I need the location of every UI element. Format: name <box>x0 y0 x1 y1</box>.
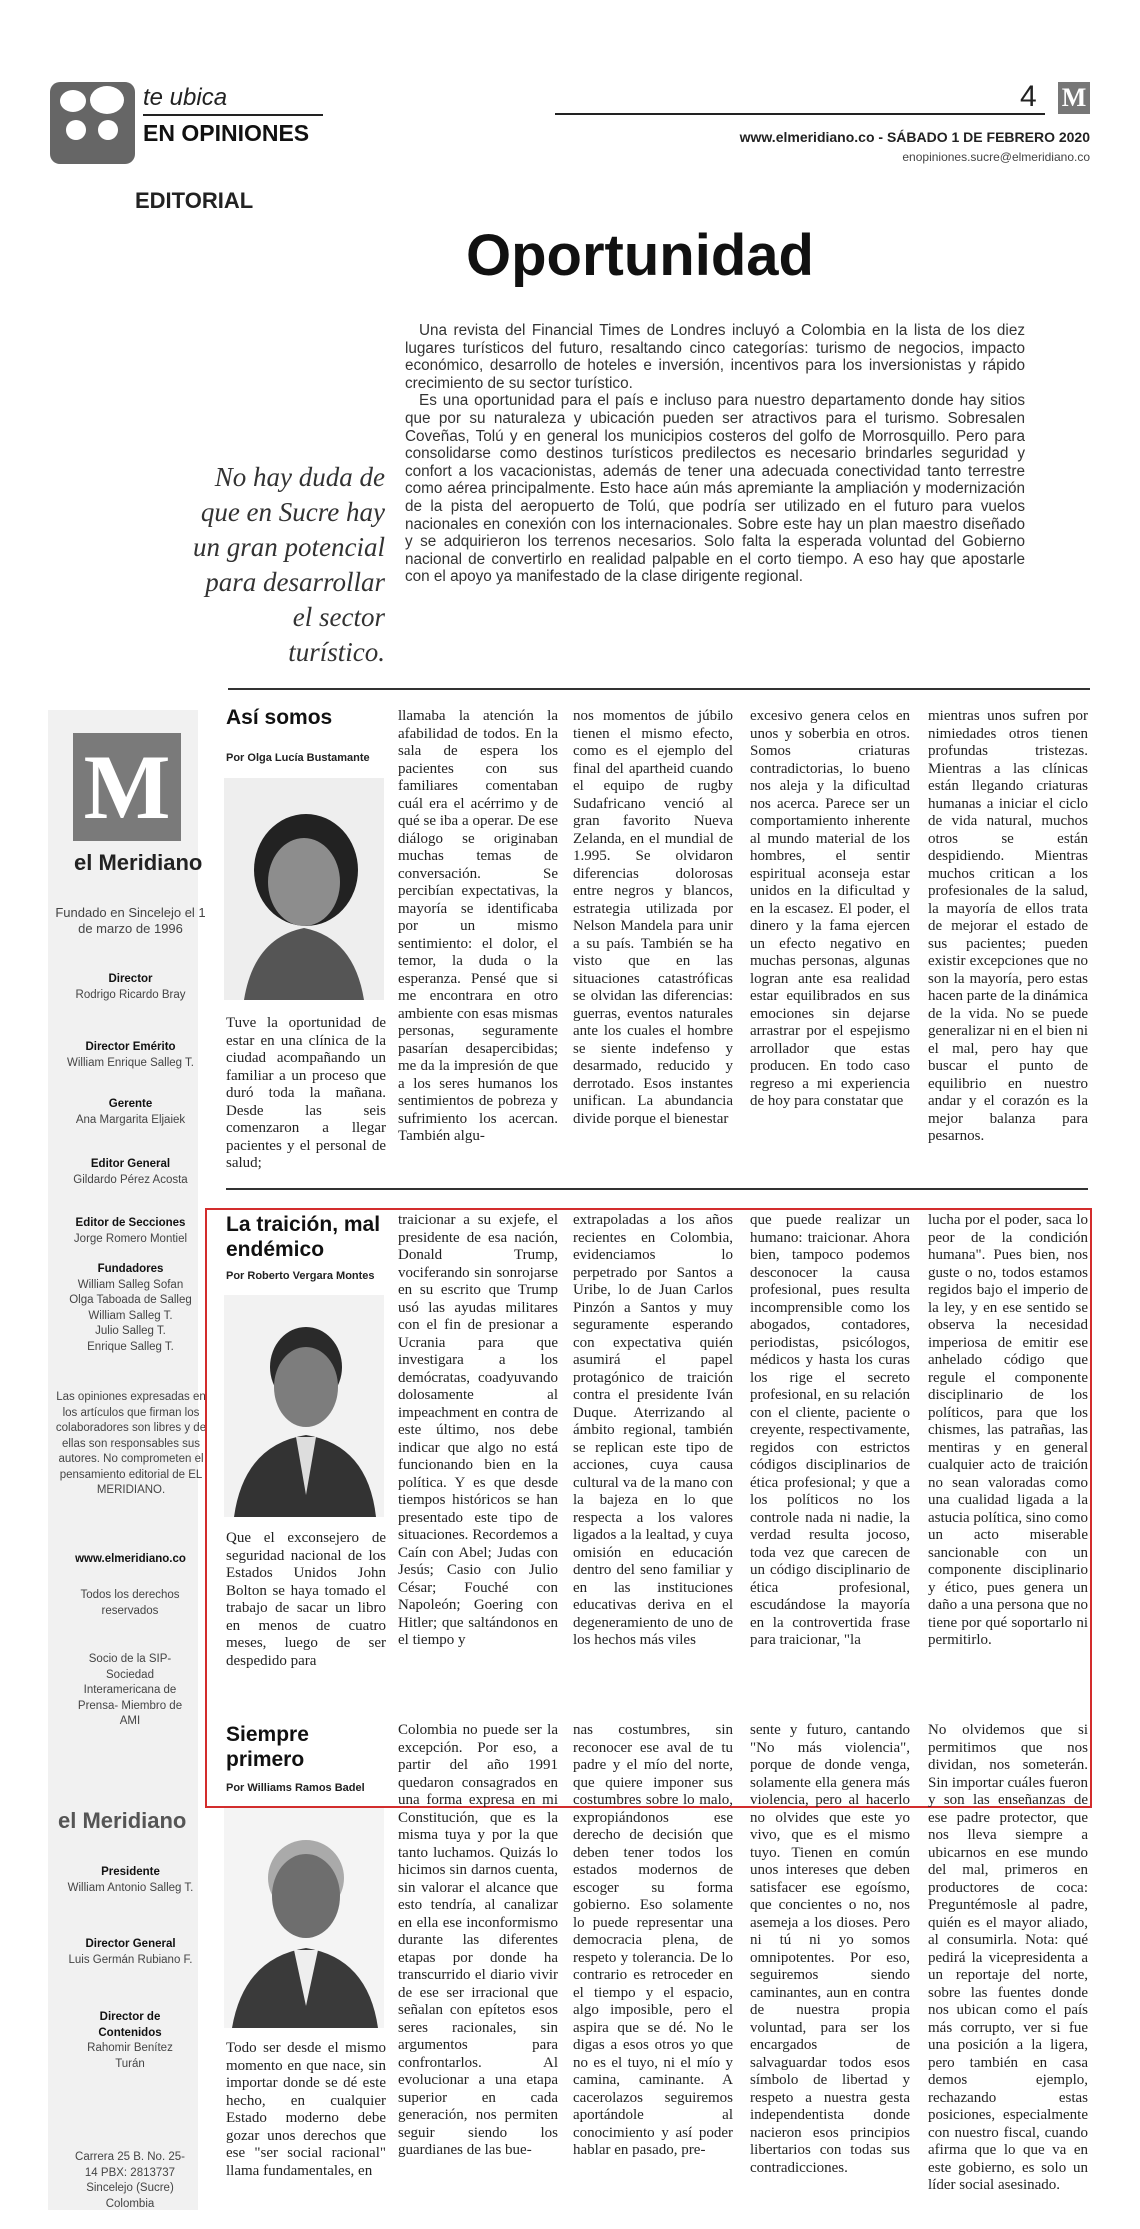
meridiano-logo-icon: M <box>1058 82 1090 114</box>
founder-name: Julio Salleg T. <box>95 1325 166 1337</box>
article-column: que puede realizar un humano: traicionar. Ahora bien, tampoco podemos desconocer la causa profesional, pues resulta incomprensible como los abogados, contadores, periodistas, psicólogos, médicos y hasta los curas los rige el secreto profesional, en su relación con el cliente, paciente o creyente, respectivamente, regidos con estrictos códigos disciplinarios de ética profesional; y que a los políticos no los controle nada ni nadie, la verdad resulta jocoso, toda vez que carecen de un código disciplinario de ética profesional, escudándose la mayoría en la controvertida frase para traicionar, "la <box>750 1212 910 1648</box>
article-column: traicionar a su exjefe, el presidente de esa nación, Donald Trump, vociferando sin sonrojarse en su escrito que Trump usó las ayudas militares con el fin de presionar a Ucrania para que investigara a los demócratas, coadyuvando dolosamente al impeachment en contra de este último, nos debe indicar que algo no está funcionando bien en la política. Y es que desde tiempos históricos se han presentado este tipo de situaciones. Recordemos a Caín con Abel; Judas con Jesús; Casio con Julio César; Fouché con Napoleón; Goering con Hitler; que saltándonos en el tiempo y <box>398 1212 558 1648</box>
tagline-divider <box>143 114 323 116</box>
article-column: Tuve la oportunidad de estar en una clínica de la ciudad acompañando un familiar a un proceso que duró toda la mañana. Desde las seis comenzaron a llegar pacientes y el personal de salud; <box>226 1015 386 1171</box>
header-rule <box>555 113 1045 115</box>
article-title: Así somos <box>226 706 333 729</box>
page-number: 4 <box>1020 80 1037 113</box>
author-photo <box>224 1808 384 2028</box>
gen-director-name: Luis Germán Rubiano F. <box>68 1953 193 1966</box>
website-link[interactable]: www.elmeridiano.co <box>75 1553 186 1565</box>
gen-director-label: Director General <box>85 1938 176 1950</box>
director-name: Rodrigo Ricardo Bray <box>75 988 186 1001</box>
editorial-divider <box>228 688 1090 690</box>
sip-note: Socio de la SIP- Sociedad Interamericana de Prensa- Miembro de AMI <box>77 1653 183 1727</box>
author-photo <box>224 778 384 1000</box>
sections-editor-name: Jorge Romero Montiel <box>73 1232 188 1245</box>
content-director-name: Rahomir Benítez Turán <box>87 2042 173 2070</box>
article-column: nas costumbres, sin reconocer ese aval de tu padre y el mío del norte, que quiere imponer sus costumbres sobre lo malo, expropiándonos ese derecho de decisión que deben tener todos los estados modernos de escoger su forma gobierno. Eso solamente lo puede representar una democracia plena, de respeto y tolerancia. De lo contrario es retroceder en el tiempo y el espacio, algo imposible, pero el aspira que se dé. No le digas a esos otros yo que no es el tuyo, ni el mío y camina, caminante. A cacerolazos seguiremos aportándole al conocimiento y así poder hablar en pasado, pre- <box>573 1722 733 2158</box>
tagline-small: te ubica <box>143 84 228 111</box>
pull-quote: No hay duda de que en Sucre hay un gran potencial para desarrollar el sector turístico. <box>193 462 385 667</box>
article-byline: Por Williams Ramos Badel <box>226 1782 365 1794</box>
rights-note: Todos los derechos reservados <box>80 1589 180 1617</box>
president-label: Presidente <box>101 1866 160 1878</box>
meridiano-big-logo-icon: M <box>73 733 181 841</box>
article-column: mientras unos sufren por nimiedades otros tienen profundas tristezas. Mientras a las clínicas están llegando criaturas humanas a iniciar el ciclo de vida natural, muchos otros se están despidiendo. Mientras muchos critican a los profesionales de la salud, la mayoría de ellos trata de mejorar el estado de sus pacientes; pueden existir excepciones que no son la mayoría, pero estas hacen parte de la dinámica de la vida. No se puede generalizar ni en el bien ni el mal, pero hay que buscar el punto de equilibrio en nuestro andar y el corazón es la mejor balanza para pesarnos. <box>928 708 1088 1144</box>
article-column: Todo ser desde el mismo momento en que nace, sin importar donde se dé este hecho, en cualquier Estado moderno debe gozar unos derechos que ese "ser social racional" llama fundamentales, en <box>226 2040 386 2179</box>
article-column: lucha por el poder, saca lo peor de la condición humana". Pues bien, nos guste o no, todos estamos regidos bajo el imperio de la ley, y en ese sentido se observa la necesidad imperiosa de emitir ese anhelado código que regule el componente disciplinario de los políticos, para que los chismes, las patrañas, las mentiras y en general cualquier acto de traición no sean valoradas como una cualidad ligada a la astucia política, sino como un acto miserable sancionable con un componente disciplinario y ético, pues genera un daño a una persona que no tiene por qué soportarlo ni permitirlo. <box>928 1212 1088 1648</box>
manager-name: Ana Margarita Eljaiek <box>75 1113 186 1126</box>
article-divider <box>226 1188 1088 1190</box>
article-byline: Por Olga Lucía Bustamante <box>226 752 370 764</box>
article-column: sente y futuro, cantando "No más violencia", porque de donde venga, solamente ella genera más violencia, pero al hacerlo no olvides que este yo vivo, que es el mismo tuyo. Tienen en común unos intereses que deben satisfacer ese egoísmo, que concientes o no, nos asemeja a los dioses. Pero ni tú ni yo somos omnipotentes. Por eso, seguiremos siendo caminantes, aun en contra de nuestra propia voluntad, para ser los encargados de salvaguardar todos esos símbolo de libertad y respeto a nuestra gesta independentista donde nacieron esos principios libertarios con todas sus contradicciones. <box>750 1722 910 2176</box>
article-column: Colombia no puede ser la excepción. Por eso, a partir del año 1991 quedaron consagrados en una forma expresa en mi Constitución, que es la misma tuya y por la que tanto luchamos. Quizás lo hicimos sin darnos cuenta, sin valorar el alcance que esto tendría, al canalizar en ella ese inconformismo durante las diferentes etapas por donde ha transcurrido el diario vivir de ese ser irracional que señalan con epítetos esos seres racionales, sin argumentos para confrontarlos. Al evolucionar a una etapa superior en cada generación, nos permiten seguir siendo los guardianes de las bue- <box>398 1722 558 2158</box>
group-brand: el Meridiano <box>58 1808 187 1833</box>
founder-name: William Salleg T. <box>88 1309 173 1322</box>
author-photo <box>224 1295 384 1517</box>
opinion-logo-icon <box>50 82 135 164</box>
dateline: www.elmeridiano.co - SÁBADO 1 DE FEBRERO 2020 <box>739 129 1090 145</box>
gen-editor-label: Editor General <box>90 1158 171 1170</box>
gen-editor-name: Gildardo Pérez Acosta <box>73 1173 188 1186</box>
article-title: Siempre primero <box>226 1723 309 1771</box>
article-column: llamaba la atención la afabilidad de todos. En la sala de espera los pacientes con sus familiares comentaban cuál era el acérrimo y de qué se iba a operar. De ese diálogo se originaban muchas temas de conversación. Se percibían expectativas, la mayoría se identificaba por un mismo sentimiento: el dolor, el temor, la duda o la esperanza. Pensé que si me encontrara en otro ambiente con esas mismas personas, seguramente pasarían desapercibidas; me da la impresión de que a los seres humanos los sentimientos de pobreza y sufrimiento los acercan. También algu- <box>398 708 558 1144</box>
article-column: extrapoladas a los años recientes en Colombia, evidenciamos lo perpetrado por Santos a Uribe, lo de Juan Carlos Pinzón a Santos y muy seguramente esperando con expectativa quién asumirá el papel protagónico de traición contra el presidente Iván Duque. Aterrizando al ámbito regional, también se replican este tipo de acciones, cuya causa cultural va de la mano con la bajeza en lo que respecta a los valores ligados a la lealtad, y cuya omisión en educación dentro del seno familiar y en las instituciones educativas deriva en el degeneramiento de uno de los hechos más viles <box>573 1212 733 1648</box>
content-director-label: Director de Contenidos <box>98 2011 162 2039</box>
section-label: EDITORIAL <box>135 188 254 213</box>
sections-editor-label: Editor de Secciones <box>75 1217 186 1229</box>
address: Carrera 25 B. No. 25-14 PBX: 2813737 Sincelejo (Sucre) Colombia <box>75 2151 185 2210</box>
emeritus-label: Director Emérito <box>85 1041 176 1053</box>
sidebar-brand: el Meridiano <box>74 850 203 875</box>
article-column: No olvidemos que si permitimos que nos dividan, nos someterán. Sin importar cuáles fueron y son las enseñanzas de ese padre protector, que nos lleva siempre a ubicarnos en ese mundo del mal, primeros en productores de coca: Preguntémosle al padre, quién es el mayor aliado, al consumirla. Nota: qué pedirá la vicepresidenta a un reportaje del norte, sobre las fuentes donde nos ubican como el país más corrupto, ver si fue una posición a la ligera, pero también en casa demos ejemplo, rechazando estas posiciones, especialmente con nuestro fiscal, cuando afirma que lo que va en este gobierno, es solo un líder social asesinado. <box>928 1722 1088 2193</box>
editorial-paragraph: Es una oportunidad para el país e incluso para nuestro departamento donde hay sitios que por su naturaleza y ubicación pueden ser atractivos para el turismo. Sobresalen Coveñas, Tolú y en general los municipios costeros del golfo de Morrosquillo. Pero para consolidarse como destinos turísticos predilectos es necesario brindarles seguridad y confort a los vacacionistas, además de tener una adecuada conectividad tanto terrestre como aérea principalmente. Esto hace aún más apremiante la ampliación y modernización de la pista del aeropuerto de Tolú, que podría ser utilizado en el futuro para vuelos nacionales en conexión con los internacionales. Sobre este hay un plan maestro diseñado y se adquirieron los terrenos necesarios. Solo falta la esperada voluntad del Gobierno nacional de convertirlo en realidad palpable en el corto tiempo. A eso hay que apostarle con el apoyo ya manifestado de la clase dirigente regional. <box>405 392 1025 586</box>
article-column: excesivo genera celos en unos y soberbia en otros. Somos criaturas contradictorias, lo bueno nos aleja y la dificultad nos acerca. Parece ser un comportamiento inherente al mundo material de los hombres, el sentir espiritual aconseja estar unidos en la dificultad y en la escasez. El poder, el dinero y la fama ejercen un efecto negativo en muchas personas, algunas logran ante esa realidad estar equilibrados en sus emociones sin dejarse arrastrar por el espejismo arrollador que estas producen. En todo caso regreso a mi experiencia de hoy para constatar que <box>750 708 910 1109</box>
founded-note: Fundado en Sincelejo el 1 de marzo de 1996 <box>55 905 206 936</box>
editorial-body <box>405 322 1025 586</box>
article-title: La traición, mal endémico <box>226 1213 381 1261</box>
article-byline: Por Roberto Vergara Montes <box>226 1270 375 1282</box>
founder-name: Enrique Salleg T. <box>87 1340 174 1353</box>
tagline-section: EN OPINIONES <box>143 120 310 146</box>
founder-name: Olga Taboada de Salleg <box>69 1294 192 1306</box>
founder-name: William Salleg Sofan <box>77 1278 184 1291</box>
article-column: nos momentos de júbilo tienen el mismo efecto, como es el ejemplo del final del apartheid cuando el equipo de rugby Sudafricano venció al gran favorito Nueva Zelanda, en el mundial de 1.995. Se olvidaron diferencias dolorosas entre negros y blancos, estrategia utilizada por Nelson Mandela para unir a su país. También se ha visto que en las situaciones catastróficas se olvidan las diferencias: guerras, eventos naturales ante los cuales el hombre se siente indefenso y desarmado, reducido y derrotado. Esos instantes unifican. La abundancia divide porque el bienestar <box>573 708 733 1127</box>
director-label: Director <box>108 973 153 985</box>
emeritus-name: William Enrique Salleg T. <box>67 1056 194 1069</box>
founders-label: Fundadores <box>97 1263 164 1275</box>
editorial-headline: Oportunidad <box>466 223 814 288</box>
disclaimer: Las opiniones expresadas en los artículos que firman los colaboradores son libres y de ellas son responsables sus autores. No comprometen el pensamiento editorial de EL MERIDIANO. <box>55 1391 207 1496</box>
manager-label: Gerente <box>108 1098 153 1110</box>
president-name: William Antonio Salleg T. <box>67 1881 194 1894</box>
article-column: Que el exconsejero de seguridad nacional de los Estados Unidos John Bolton se haya tomado el trabajo de sacar un libro en menos de cuatro meses, luego de ser despedido para <box>226 1530 386 1669</box>
contact-email: enopiniones.sucre@elmeridiano.co <box>902 150 1090 164</box>
editorial-paragraph: Una revista del Financial Times de Londres incluyó a Colombia en la lista de los diez lugares turísticos del futuro, resaltando cinco categorías: turismo de negocios, impacto económico, desarrollo de hoteles e inversión, incentivos para los inversionistas y rápido crecimiento de su sector turístico. <box>405 322 1025 392</box>
